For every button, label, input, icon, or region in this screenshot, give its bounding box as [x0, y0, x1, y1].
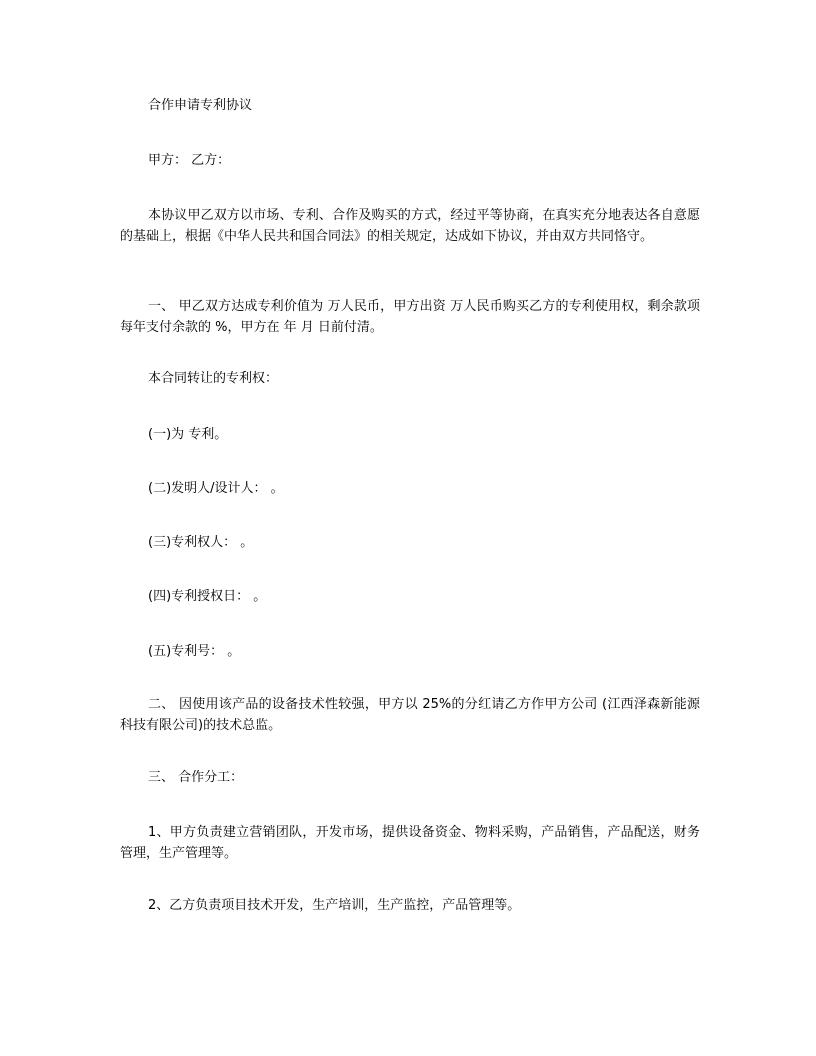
clause-1-paragraph: 一、 甲乙双方达成专利价值为 万人民币，甲方出资 万人民币购买乙方的专利使用权，剩余款项每年支付余款的 %，甲方在 年 月 日前付清。	[120, 299, 700, 335]
patent-item-2: (二)发明人/设计人： 。	[148, 481, 284, 496]
patent-item-5: (五)专利号： 。	[148, 644, 241, 659]
intro-paragraph: 本协议甲乙双方以市场、专利、合作及购买的方式，经过平等协商，在真实充分地表达各自意愿的基础上，根据《中华人民共和国合同法》的相关规定，达成如下协议，并由双方共同恪守。	[120, 208, 700, 244]
division-item-2: 2、乙方负责项目技术开发，生产培训，生产监控，产品管理等。	[148, 898, 521, 913]
parties-line: 甲方： 乙方：	[148, 153, 231, 168]
patent-item-4: (四)专利授权日： 。	[148, 589, 267, 604]
division-item-1: 1、甲方负责建立营销团队，开发市场，提供设备资金、物料采购，产品销售，产品配送，财务管理，生产管理等。	[120, 825, 700, 861]
patent-item-3: (三)专利权人： 。	[148, 535, 254, 550]
patent-heading: 本合同转让的专利权：	[148, 371, 279, 386]
patent-item-1: (一)为 专利。	[148, 427, 228, 442]
document-title: 合作申请专利协议	[148, 98, 253, 113]
clause-3-heading: 三、 合作分工：	[148, 770, 244, 785]
clause-2-paragraph: 二、 因使用该产品的设备技术性较强，甲方以 25%的分红请乙方作甲方公司 (江西泽森新能源科技有限公司)的技术总监。	[120, 697, 700, 733]
